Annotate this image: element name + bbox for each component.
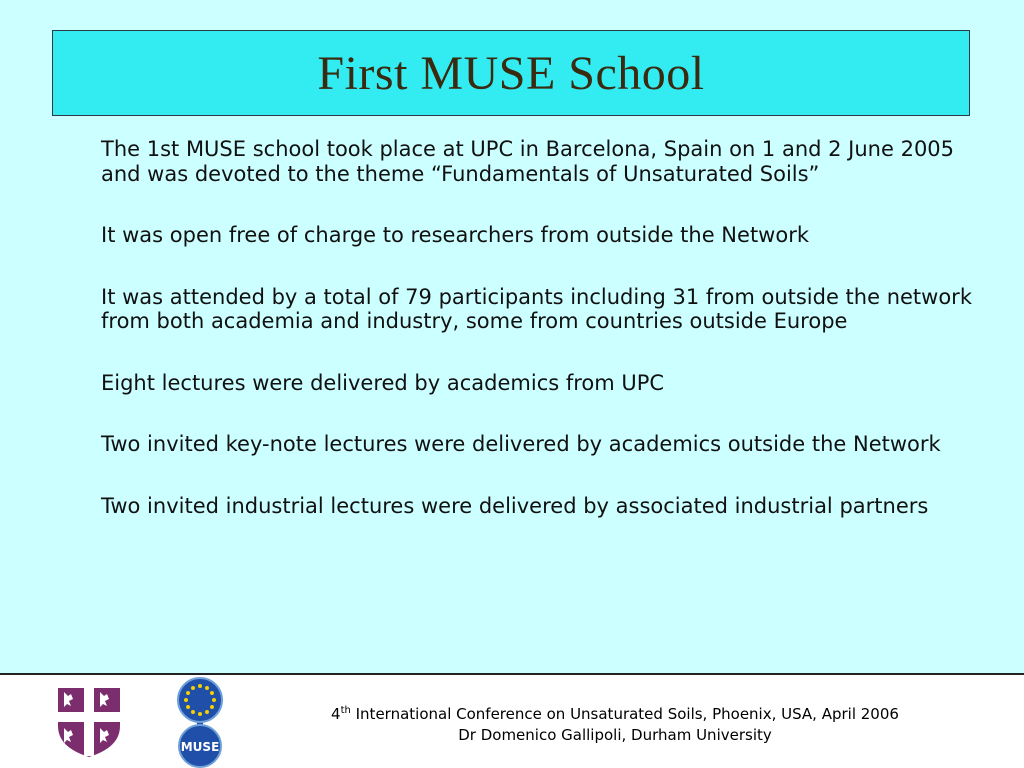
durham-university-crest-icon xyxy=(56,686,122,758)
conference-superscript: th xyxy=(340,705,351,716)
paragraph-4: Eight lectures were delivered by academics from UPC xyxy=(101,370,665,395)
slide-title: First MUSE School xyxy=(317,46,705,100)
paragraph-2: It was open free of charge to researchers from outside the Network xyxy=(101,223,809,247)
presenter-line: Dr Domenico Gallipoli, Durham University xyxy=(458,726,772,744)
muse-logo-text: MUSE xyxy=(180,740,220,754)
conference-ordinal: 4 xyxy=(331,705,341,723)
footer-text xyxy=(270,704,960,746)
paragraph-5: Two invited key-note lectures were delivered by academics outside the Network xyxy=(101,432,941,456)
conference-name: International Conference on Unsaturated Soils, Phoenix, USA, April 2006 xyxy=(350,705,899,723)
paragraph-1: The 1st MUSE school took place at UPC in Barcelona, Spain on 1 and 2 June 2005 and was devoted to the theme “Fundamentals of Unsaturated Soils” xyxy=(101,137,955,186)
title-box xyxy=(52,30,970,116)
muse-eu-logo-icon xyxy=(174,676,226,768)
paragraph-3: It was attended by a total of 79 participants including 31 from outside the network from both academia and industry, some from countries outside Europe xyxy=(101,284,972,333)
conference-line xyxy=(270,704,960,725)
body-paragraphs xyxy=(101,137,981,555)
paragraph-6: Two invited industrial lectures were delivered by associated industrial partners xyxy=(101,493,929,518)
